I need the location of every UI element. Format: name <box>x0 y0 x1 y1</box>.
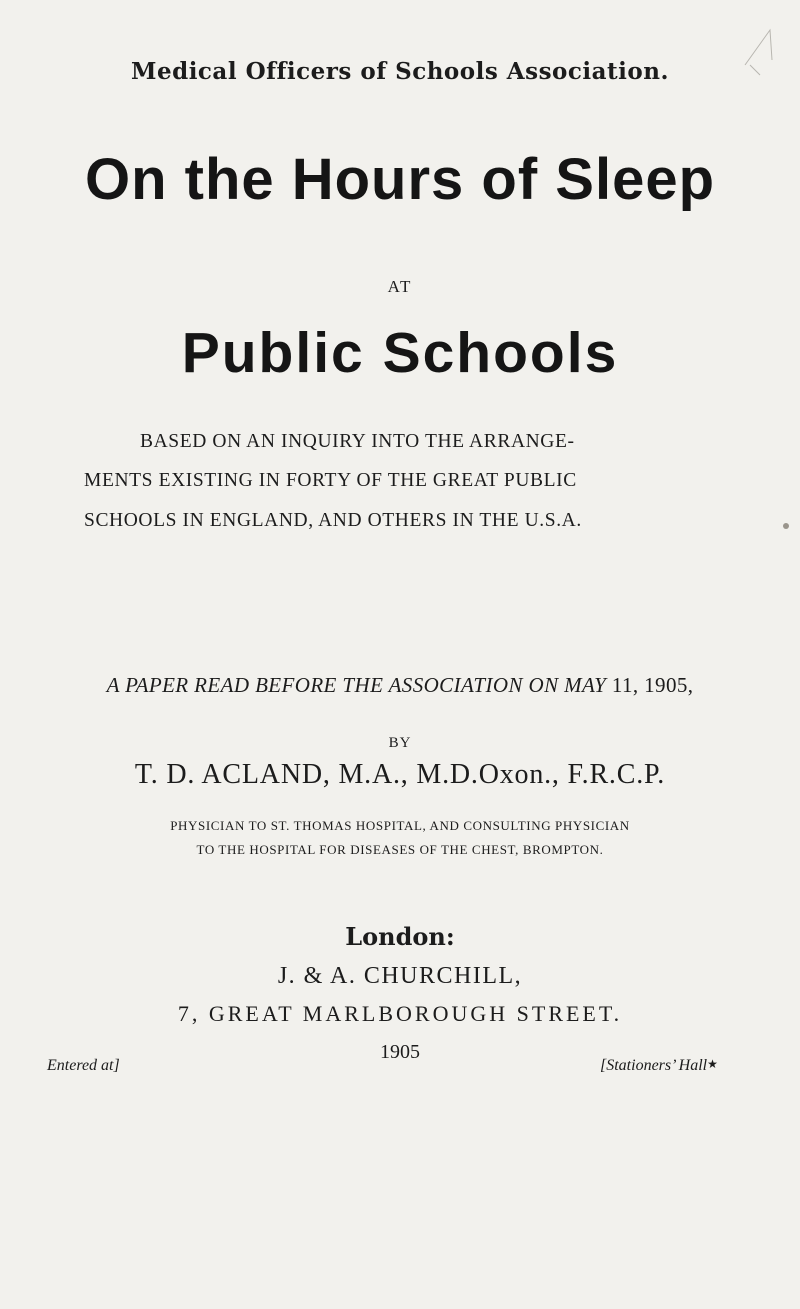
stationers-hall-text: [Stationers’ Hall <box>600 1057 708 1074</box>
description-line-2: MENTS EXISTING IN FORTY OF THE GREAT PUBLIC <box>84 470 577 491</box>
ink-spot-mark <box>780 520 792 532</box>
imprint-publisher: J. & A. CHURCHILL, <box>277 963 523 989</box>
stationers-hall-note <box>600 1057 718 1075</box>
ink-speck-mark: ★ <box>707 1057 718 1071</box>
imprint-address: 7, GREAT MARLBOROUGH STREET. <box>177 1001 623 1026</box>
by-label: BY <box>388 735 412 751</box>
author-credentials-line-1: PHYSICIAN TO ST. THOMAS HOSPITAL, AND CONSULTING PHYSICIAN <box>170 818 630 833</box>
imprint-city: London: <box>345 922 455 951</box>
imprint-year: 1905 <box>380 1041 420 1063</box>
paper-date: 11, 1905, <box>606 673 694 697</box>
association-heading: Medical Officers of Schools Association. <box>131 58 669 85</box>
author-credentials-line-2: TO THE HOSPITAL FOR DISEASES OF THE CHEST, BROMPTON. <box>196 842 604 857</box>
entered-at-note: Entered at] <box>47 1057 120 1074</box>
paper-read-text: A PAPER READ BEFORE THE ASSOCIATION ON MAY <box>106 673 607 697</box>
page-subtitle: Public Schools <box>181 321 619 385</box>
description-line-1: BASED ON AN INQUIRY INTO THE ARRANGE- <box>140 431 575 452</box>
paper-statement <box>0 673 800 698</box>
description-line-3: SCHOOLS IN ENGLAND, AND OTHERS IN THE U.S.A. <box>84 510 582 531</box>
author-name: T. D. ACLAND, M.A., M.D.Oxon., F.R.C.P. <box>134 759 666 790</box>
corner-pencil-mark <box>740 20 790 80</box>
title-connector: AT <box>387 277 413 296</box>
page-title: On the Hours of Sleep <box>84 147 716 212</box>
